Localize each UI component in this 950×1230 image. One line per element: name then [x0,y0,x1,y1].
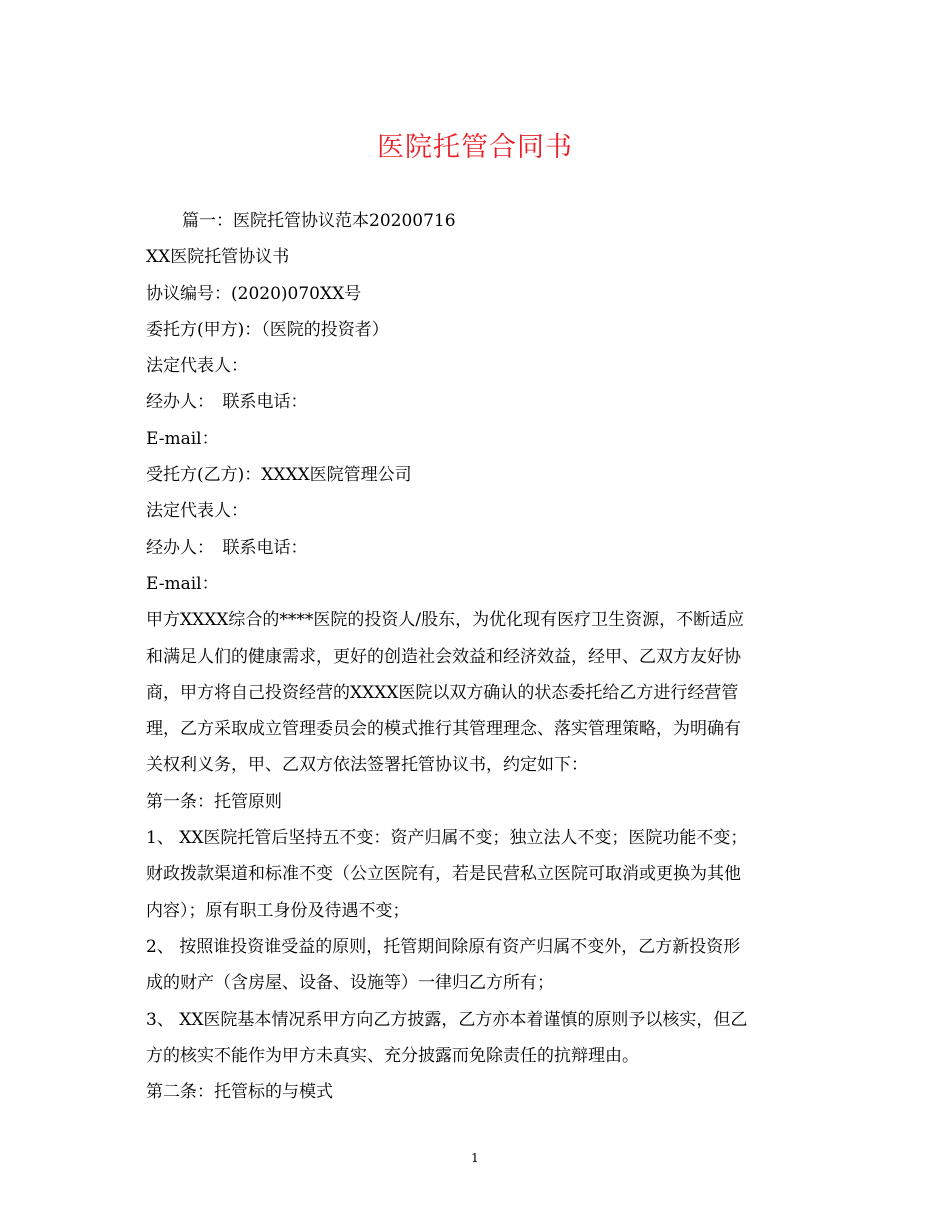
section-heading-part-one: 篇一：医院托管协议范本20200716 [182,211,456,231]
party-b-email: E-mail： [146,573,219,594]
agreement-name: XX医院托管协议书 [146,247,290,268]
agreement-number: 协议编号：(2020)070XX号 [146,283,362,304]
preamble-line: 商，甲方将自己投资经营的XXXX医院以双方确认的状态委托给乙方进行经营管 [146,682,739,703]
article-one-heading: 第一条：托管原则 [146,791,282,812]
party-b-contact: 经办人： 联系电话： [146,537,308,558]
party-b-legal-representative: 法定代表人： [146,501,248,522]
party-a-contact: 经办人： 联系电话： [146,392,308,413]
party-a-legal-representative: 法定代表人： [146,356,248,377]
article-one-clause-line: 成的财产（含房屋、设备、设施等）一律归乙方所有； [146,973,554,994]
document-title: 医院托管合同书 [377,132,573,163]
article-one-clause-line: 1、 XX医院托管后坚持五不变：资产归属不变；独立法人不变；医院功能不变； [146,828,748,849]
party-a-email: E-mail： [146,428,219,449]
article-one-clause-line: 2、 按照谁投资谁受益的原则，托管期间除原有资产归属不变外，乙方新投资形 [146,936,741,957]
page-number: 1 [471,1151,479,1165]
article-one-clause-line: 内容）；原有职工身份及待遇不变； [146,900,410,921]
preamble-line: 甲方XXXX综合的****医院的投资人/股东，为优化现有医疗卫生资源，不断适应 [146,610,745,631]
article-one-clause-line: 方的核实不能作为甲方未真实、充分披露而免除责任的抗辩理由。 [146,1045,639,1066]
party-b-label: 受托方(乙方)：XXXX医院管理公司 [146,465,412,486]
article-one-clause-line: 3、 XX医院基本情况系甲方向乙方披露，乙方亦本着谨慎的原则予以核实，但乙 [146,1009,748,1030]
preamble-line: 理，乙方采取成立管理委员会的模式推行其管理理念、落实管理策略，为明确有 [146,719,741,740]
preamble-line: 和满足人们的健康需求，更好的创造社会效益和经济效益，经甲、乙双方友好协 [146,646,741,667]
document-body [146,203,806,1110]
party-a-label: 委托方(甲方)：（医院的投资者） [146,319,389,340]
article-two-heading: 第二条：托管标的与模式 [146,1082,333,1103]
preamble-line: 关权利义务，甲、乙双方依法签署托管协议书，约定如下： [146,755,588,776]
article-one-clause-line: 财政拨款渠道和标准不变（公立医院有，若是民营私立医院可取消或更换为其他 [146,864,741,885]
